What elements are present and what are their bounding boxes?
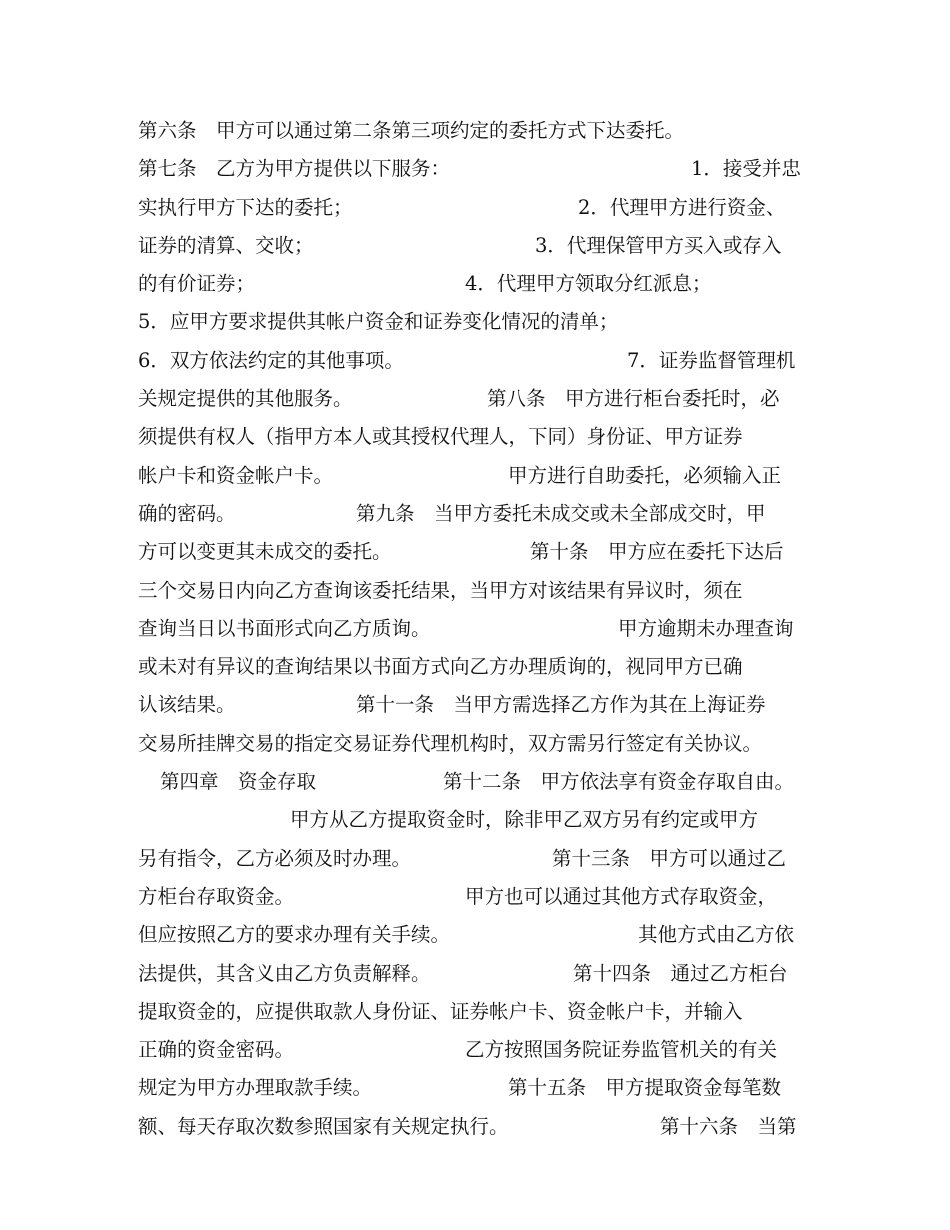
text-segment: 交易所挂牌交易的指定交易证券代理机构时，双方需另行签定有关协议。 — [138, 731, 763, 755]
text-segment: 1．接受并忠 — [691, 157, 801, 181]
text-line — [138, 955, 838, 993]
text-segment: 甲方从乙方提取资金时，除非甲乙双方另有约定或甲方 — [290, 808, 759, 832]
text-segment: 3．代理保管甲方买入或存入 — [535, 233, 782, 257]
text-line — [138, 418, 838, 456]
text-segment: 须提供有权人（指甲方本人或其授权代理人，下同）身份证、甲方证券 — [138, 425, 743, 449]
text-segment: 但应按照乙方的要求办理有关手续。 — [138, 923, 451, 947]
text-line — [138, 112, 838, 150]
text-segment: 帐户卡和资金帐户卡。 — [138, 463, 334, 487]
text-segment: 第十条 甲方应在委托下达后 — [530, 540, 784, 564]
text-segment: 证券的清算、交收； — [138, 233, 314, 257]
text-segment: 第八条 甲方进行柜台委托时，必 — [487, 387, 780, 411]
text-line — [138, 457, 838, 495]
text-segment: 第十一条 当甲方需选择乙方作为其在上海证券 — [356, 693, 766, 717]
text-segment: 乙方按照国务院证券监管机关的有关 — [465, 1038, 778, 1062]
text-segment: 第六条 甲方可以通过第二条第三项约定的委托方式下达委托。 — [138, 119, 685, 142]
text-line — [138, 380, 838, 418]
text-segment: 第九条 当甲方委托未成交或未全部成交时，甲 — [356, 501, 766, 525]
text-segment: 4．代理甲方领取分红派息； — [465, 272, 712, 296]
text-segment: 关规定提供的其他服务。 — [138, 387, 353, 411]
text-line — [138, 725, 838, 763]
text-line — [138, 572, 838, 610]
text-line — [138, 1108, 838, 1146]
text-segment: 方柜台存取资金。 — [138, 884, 295, 908]
text-line — [138, 763, 838, 801]
text-segment: 第十六条 当第 — [660, 1114, 797, 1138]
text-segment: 正确的资金密码。 — [138, 1038, 295, 1062]
text-segment: 实执行甲方下达的委托； — [138, 195, 353, 219]
text-segment: 另有指令，乙方必须及时办理。 — [138, 846, 412, 870]
text-segment: 甲方逾期未办理查询 — [618, 616, 794, 640]
text-segment: 6．双方依法约定的其他事项。 — [138, 348, 404, 372]
text-line — [138, 993, 838, 1031]
text-line — [138, 610, 838, 648]
text-segment: 认该结果。 — [138, 693, 236, 717]
text-line — [138, 265, 838, 303]
text-line — [138, 303, 838, 341]
text-segment: 甲方也可以通过其他方式存取资金， — [465, 884, 778, 908]
text-line — [138, 342, 838, 380]
text-line — [138, 840, 838, 878]
text-segment: 第七条 乙方为甲方提供以下服务： — [138, 157, 451, 181]
text-segment: 规定为甲方办理取款手续。 — [138, 1076, 373, 1100]
text-segment: 第十三条 甲方可以通过乙 — [552, 846, 787, 870]
text-line — [138, 648, 838, 686]
text-segment: 第四章 资金存取 — [160, 770, 317, 794]
text-line — [138, 150, 838, 188]
text-segment: 法提供，其含义由乙方负责解释。 — [138, 961, 431, 985]
text-segment: 5．应甲方要求提供其帐户资金和证券变化情况的清单； — [138, 310, 619, 334]
text-line — [138, 801, 838, 839]
text-line — [138, 686, 838, 724]
text-segment: 方可以变更其未成交的委托。 — [138, 540, 392, 564]
text-line — [138, 916, 838, 954]
text-segment: 或未对有异议的查询结果以书面方式向乙方办理质询的，视同甲方已确 — [138, 655, 743, 679]
text-segment: 第十二条 甲方依法享有资金存取自由。 — [443, 770, 795, 794]
text-segment: 提取资金的，应提供取款人身份证、证券帐户卡、资金帐户卡，并输入 — [138, 999, 743, 1023]
text-line — [138, 1031, 838, 1069]
text-segment: 查询当日以书面形式向乙方质询。 — [138, 616, 431, 640]
text-segment: 其他方式由乙方依 — [638, 923, 795, 947]
text-line — [138, 878, 838, 916]
text-segment: 确的密码。 — [138, 501, 236, 525]
text-segment: 7．证券监督管理机 — [627, 348, 796, 372]
text-segment: 第十四条 通过乙方柜台 — [573, 961, 788, 985]
text-segment: 第十五条 甲方提取资金每笔数 — [508, 1076, 782, 1100]
text-line — [138, 533, 838, 571]
text-line — [138, 227, 838, 265]
text-segment: 额、每天存取次数参照国家有关规定执行。 — [138, 1114, 509, 1138]
text-segment: 的有价证券； — [138, 272, 256, 296]
text-segment: 甲方进行自助委托，必须输入正 — [508, 463, 782, 487]
text-line — [138, 1069, 838, 1107]
text-segment: 2．代理甲方进行资金、 — [578, 195, 786, 219]
text-segment: 三个交易日内向乙方查询该委托结果，当甲方对该结果有异议时，须在 — [138, 578, 743, 602]
document-body — [138, 112, 838, 1146]
text-line — [138, 495, 838, 533]
text-line — [138, 189, 838, 227]
